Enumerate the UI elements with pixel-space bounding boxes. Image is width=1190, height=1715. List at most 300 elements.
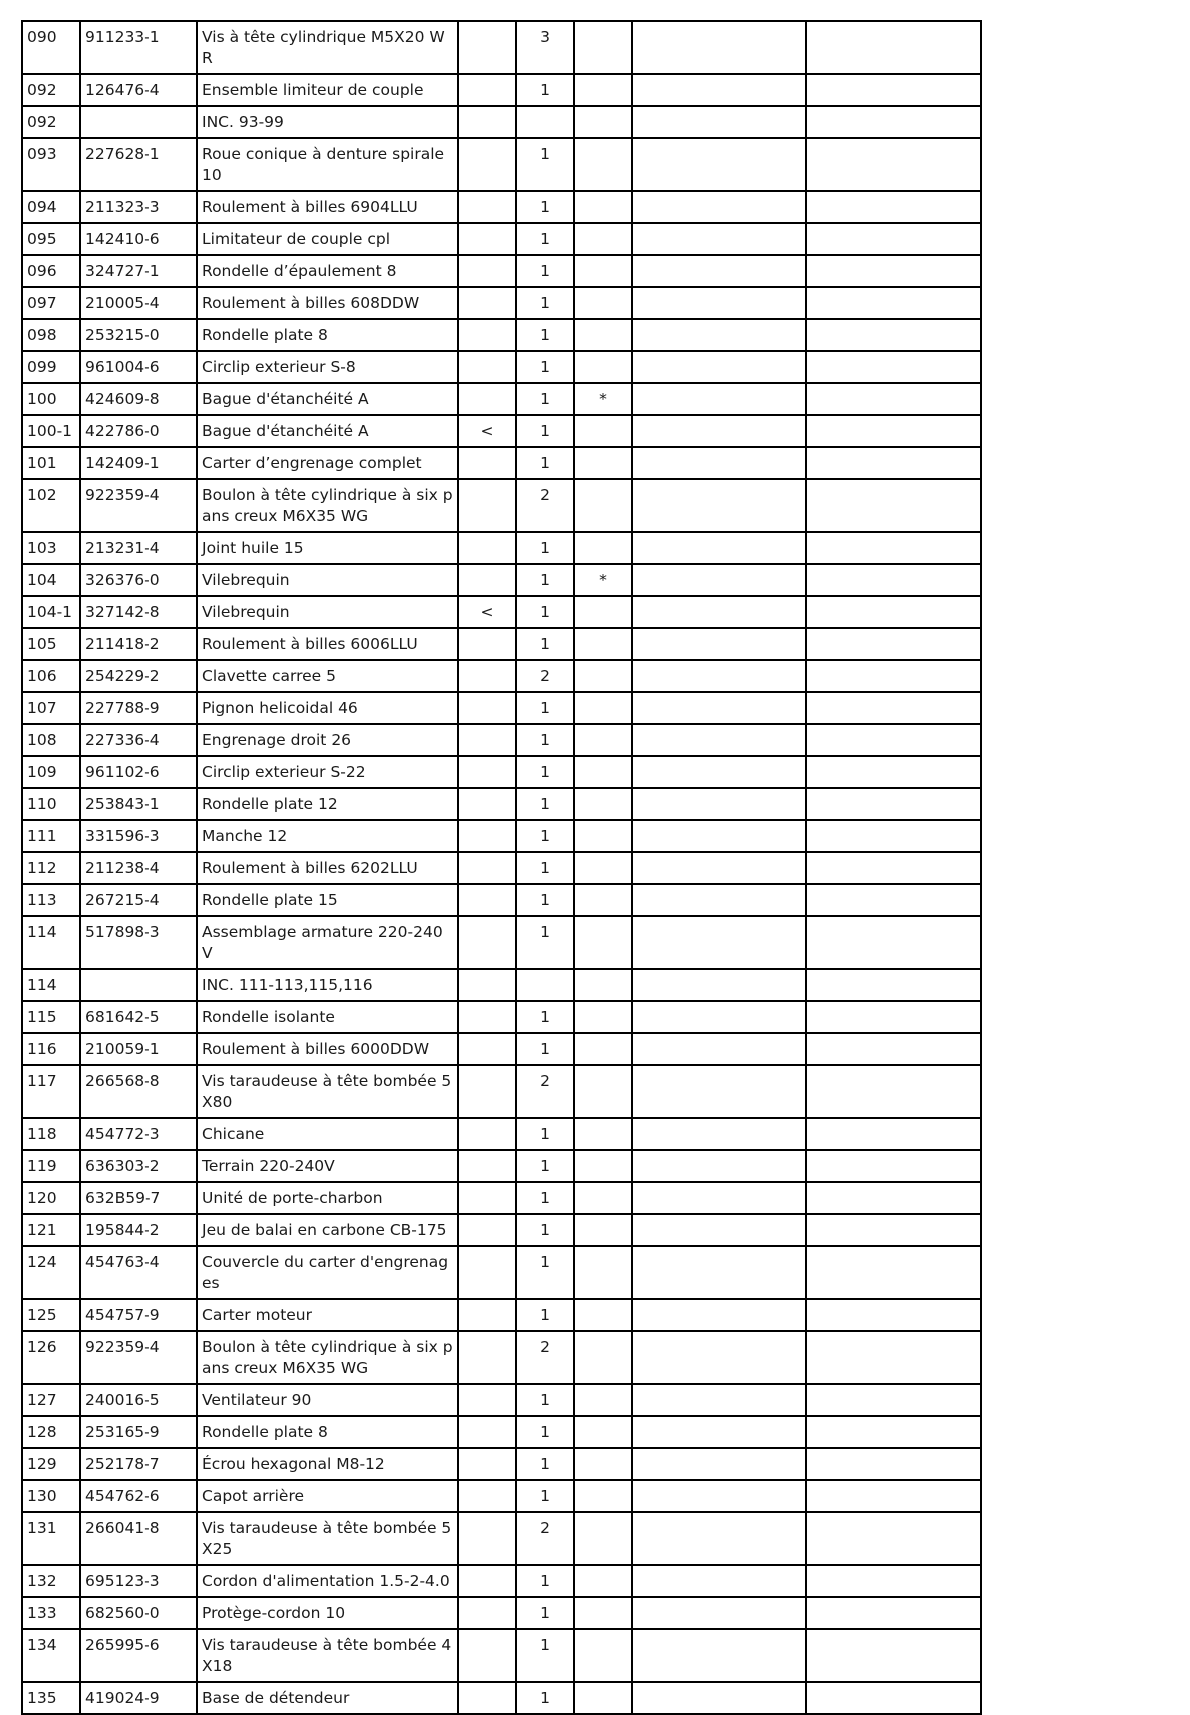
description-cell: Vilebrequin [197,564,458,596]
change-cell [458,1597,516,1629]
note-cell [806,74,981,106]
part-number-cell: 211238-4 [80,852,197,884]
note-cell [806,1416,981,1448]
part-number-cell: 961004-6 [80,351,197,383]
note-cell [632,724,806,756]
quantity-cell: 1 [516,1246,574,1299]
table-row [22,351,981,383]
change-cell [458,1150,516,1182]
change-cell [458,106,516,138]
item-number-cell: 126 [22,1331,80,1384]
mark-cell [574,820,632,852]
quantity-cell: 1 [516,1001,574,1033]
change-cell [458,692,516,724]
description-cell: Carter moteur [197,1299,458,1331]
quantity-cell: 2 [516,479,574,532]
mark-cell [574,1299,632,1331]
note-cell [806,1682,981,1714]
table-row [22,138,981,191]
note-cell [632,479,806,532]
mark-cell [574,1246,632,1299]
quantity-cell: 2 [516,1331,574,1384]
description-cell: Roulement à billes 6006LLU [197,628,458,660]
quantity-cell: 1 [516,1448,574,1480]
mark-cell [574,287,632,319]
description-cell: Vis taraudeuse à tête bombée 5X25 [197,1512,458,1565]
description-cell: Rondelle plate 12 [197,788,458,820]
change-cell [458,1331,516,1384]
part-number-cell: 922359-4 [80,1331,197,1384]
mark-cell [574,1384,632,1416]
mark-cell [574,191,632,223]
note-cell [806,1065,981,1118]
description-cell: Protège-cordon 10 [197,1597,458,1629]
table-row [22,628,981,660]
part-number-cell: 682560-0 [80,1597,197,1629]
mark-cell [574,223,632,255]
item-number-cell: 119 [22,1150,80,1182]
item-number-cell: 121 [22,1214,80,1246]
table-row [22,479,981,532]
mark-cell [574,1512,632,1565]
part-number-cell: 454763-4 [80,1246,197,1299]
note-cell [806,1384,981,1416]
change-cell [458,1246,516,1299]
change-cell [458,788,516,820]
table-row [22,1384,981,1416]
change-cell [458,1001,516,1033]
quantity-cell: 1 [516,852,574,884]
mark-cell [574,351,632,383]
description-cell: Chicane [197,1118,458,1150]
note-cell [806,106,981,138]
description-cell: Roulement à billes 6202LLU [197,852,458,884]
change-cell [458,319,516,351]
change-cell [458,1065,516,1118]
note-cell [806,1001,981,1033]
note-cell [806,969,981,1001]
note-cell [632,1416,806,1448]
mark-cell [574,660,632,692]
part-number-cell: 695123-3 [80,1565,197,1597]
quantity-cell: 1 [516,1629,574,1682]
part-number-cell: 142410-6 [80,223,197,255]
table-row [22,1565,981,1597]
table-row [22,1182,981,1214]
quantity-cell: 2 [516,1065,574,1118]
note-cell [806,351,981,383]
item-number-cell: 125 [22,1299,80,1331]
note-cell [632,223,806,255]
part-number-cell: 266041-8 [80,1512,197,1565]
part-number-cell: 253165-9 [80,1416,197,1448]
table-row [22,223,981,255]
description-cell: Rondelle plate 15 [197,884,458,916]
note-cell [632,1118,806,1150]
part-number-cell [80,969,197,1001]
mark-cell [574,1682,632,1714]
note-cell [632,74,806,106]
note-cell [806,788,981,820]
note-cell [632,255,806,287]
change-cell [458,1448,516,1480]
part-number-cell: 419024-9 [80,1682,197,1714]
note-cell [806,1118,981,1150]
part-number-cell: 227336-4 [80,724,197,756]
mark-cell [574,884,632,916]
table-row [22,1597,981,1629]
note-cell [632,447,806,479]
description-cell: Assemblage armature 220-240V [197,916,458,969]
note-cell [806,1565,981,1597]
mark-cell [574,1214,632,1246]
change-cell [458,1629,516,1682]
mark-cell [574,1182,632,1214]
item-number-cell: 095 [22,223,80,255]
note-cell [632,1331,806,1384]
mark-cell [574,106,632,138]
quantity-cell: 1 [516,223,574,255]
note-cell [806,1331,981,1384]
note-cell [806,532,981,564]
change-cell [458,916,516,969]
mark-cell [574,916,632,969]
part-number-cell: 267215-4 [80,884,197,916]
item-number-cell: 107 [22,692,80,724]
table-row [22,1033,981,1065]
description-cell: Rondelle isolante [197,1001,458,1033]
note-cell [806,1182,981,1214]
change-cell [458,74,516,106]
table-row [22,1214,981,1246]
parts-list-page [21,20,980,1715]
table-row [22,1246,981,1299]
item-number-cell: 099 [22,351,80,383]
note-cell [806,1597,981,1629]
table-row [22,1118,981,1150]
change-cell [458,724,516,756]
description-cell: Unité de porte-charbon [197,1182,458,1214]
description-cell: Roulement à billes 6904LLU [197,191,458,223]
mark-cell [574,1448,632,1480]
item-number-cell: 093 [22,138,80,191]
change-cell [458,1384,516,1416]
note-cell [806,756,981,788]
change-cell [458,1565,516,1597]
note-cell [632,916,806,969]
note-cell [632,852,806,884]
table-row [22,287,981,319]
part-number-cell: 142409-1 [80,447,197,479]
note-cell [806,479,981,532]
note-cell [806,1299,981,1331]
quantity-cell: 1 [516,1150,574,1182]
mark-cell [574,1565,632,1597]
quantity-cell: 1 [516,415,574,447]
description-cell: Pignon helicoidal 46 [197,692,458,724]
quantity-cell [516,106,574,138]
note-cell [806,1033,981,1065]
change-cell [458,1416,516,1448]
note-cell [806,1480,981,1512]
description-cell: Jeu de balai en carbone CB-175 [197,1214,458,1246]
item-number-cell: 130 [22,1480,80,1512]
item-number-cell: 094 [22,191,80,223]
part-number-cell: 454757-9 [80,1299,197,1331]
item-number-cell: 098 [22,319,80,351]
note-cell [632,969,806,1001]
note-cell [632,756,806,788]
note-cell [806,660,981,692]
table-row [22,1682,981,1714]
mark-cell [574,1416,632,1448]
quantity-cell: 1 [516,820,574,852]
note-cell [632,106,806,138]
quantity-cell: 1 [516,351,574,383]
quantity-cell: 1 [516,916,574,969]
description-cell: Boulon à tête cylindrique à six pans creux M6X35 WG [197,479,458,532]
quantity-cell [516,969,574,1001]
item-number-cell: 104-1 [22,596,80,628]
note-cell [632,1682,806,1714]
quantity-cell: 1 [516,1384,574,1416]
mark-cell [574,255,632,287]
description-cell: Clavette carree 5 [197,660,458,692]
table-row [22,383,981,415]
mark-cell [574,788,632,820]
item-number-cell: 112 [22,852,80,884]
item-number-cell: 092 [22,106,80,138]
table-row [22,916,981,969]
item-number-cell: 106 [22,660,80,692]
description-cell: Roulement à billes 6000DDW [197,1033,458,1065]
part-number-cell: 227788-9 [80,692,197,724]
change-cell [458,564,516,596]
note-cell [806,1214,981,1246]
table-row [22,756,981,788]
description-cell: Circlip exterieur S-22 [197,756,458,788]
note-cell [806,916,981,969]
quantity-cell: 1 [516,447,574,479]
item-number-cell: 100-1 [22,415,80,447]
table-row [22,969,981,1001]
quantity-cell: 1 [516,1480,574,1512]
note-cell [632,1384,806,1416]
item-number-cell: 114 [22,969,80,1001]
table-row [22,415,981,447]
part-number-cell: 326376-0 [80,564,197,596]
note-cell [632,138,806,191]
note-cell [806,415,981,447]
change-cell [458,21,516,74]
table-row [22,191,981,223]
item-number-cell: 118 [22,1118,80,1150]
note-cell [806,383,981,415]
note-cell [632,383,806,415]
note-cell [632,1150,806,1182]
part-number-cell [80,106,197,138]
item-number-cell: 113 [22,884,80,916]
table-row [22,319,981,351]
item-number-cell: 111 [22,820,80,852]
change-cell [458,532,516,564]
quantity-cell: 1 [516,1416,574,1448]
change-cell [458,852,516,884]
note-cell [806,1150,981,1182]
mark-cell [574,1480,632,1512]
quantity-cell: 1 [516,255,574,287]
quantity-cell: 1 [516,383,574,415]
mark-cell [574,415,632,447]
table-row [22,660,981,692]
part-number-cell: 253215-0 [80,319,197,351]
description-cell: Rondelle plate 8 [197,1416,458,1448]
note-cell [632,628,806,660]
table-row [22,106,981,138]
quantity-cell: 1 [516,74,574,106]
part-number-cell: 922359-4 [80,479,197,532]
quantity-cell: 1 [516,596,574,628]
quantity-cell: 2 [516,1512,574,1565]
quantity-cell: 1 [516,138,574,191]
note-cell [632,884,806,916]
table-row [22,596,981,628]
description-cell: Vilebrequin [197,596,458,628]
mark-cell [574,1065,632,1118]
description-cell: Bague d'étanchéité A [197,415,458,447]
note-cell [632,1512,806,1565]
change-cell [458,191,516,223]
note-cell [632,820,806,852]
description-cell: Rondelle d’épaulement 8 [197,255,458,287]
note-cell [632,351,806,383]
quantity-cell: 1 [516,564,574,596]
item-number-cell: 135 [22,1682,80,1714]
table-row [22,564,981,596]
change-cell [458,223,516,255]
table-row [22,532,981,564]
quantity-cell: 1 [516,1033,574,1065]
change-cell [458,628,516,660]
note-cell [806,596,981,628]
mark-cell [574,1629,632,1682]
table-row [22,724,981,756]
quantity-cell: 1 [516,1682,574,1714]
item-number-cell: 134 [22,1629,80,1682]
item-number-cell: 108 [22,724,80,756]
mark-cell [574,1033,632,1065]
item-number-cell: 120 [22,1182,80,1214]
item-number-cell: 132 [22,1565,80,1597]
part-number-cell: 254229-2 [80,660,197,692]
quantity-cell: 1 [516,788,574,820]
part-number-cell: 454772-3 [80,1118,197,1150]
description-cell: Ventilateur 90 [197,1384,458,1416]
quantity-cell: 2 [516,660,574,692]
note-cell [632,1565,806,1597]
note-cell [806,820,981,852]
description-cell: Capot arrière [197,1480,458,1512]
change-cell [458,287,516,319]
part-number-cell: 681642-5 [80,1001,197,1033]
part-number-cell: 517898-3 [80,916,197,969]
quantity-cell: 1 [516,1118,574,1150]
note-cell [632,692,806,724]
part-number-cell: 210005-4 [80,287,197,319]
change-cell [458,479,516,532]
description-cell: Carter d’engrenage complet [197,447,458,479]
note-cell [806,1246,981,1299]
change-cell [458,138,516,191]
quantity-cell: 1 [516,756,574,788]
note-cell [632,660,806,692]
item-number-cell: 133 [22,1597,80,1629]
part-number-cell: 227628-1 [80,138,197,191]
note-cell [632,1001,806,1033]
description-cell: INC. 93-99 [197,106,458,138]
note-cell [632,415,806,447]
mark-cell [574,596,632,628]
description-cell: Circlip exterieur S-8 [197,351,458,383]
quantity-cell: 1 [516,532,574,564]
part-number-cell: 211418-2 [80,628,197,660]
mark-cell [574,319,632,351]
note-cell [806,255,981,287]
note-cell [806,21,981,74]
note-cell [806,852,981,884]
item-number-cell: 124 [22,1246,80,1299]
change-cell [458,1214,516,1246]
item-number-cell: 104 [22,564,80,596]
description-cell: Cordon d'alimentation 1.5-2-4.0 [197,1565,458,1597]
mark-cell [574,74,632,106]
part-number-cell: 911233-1 [80,21,197,74]
mark-cell [574,692,632,724]
description-cell: Terrain 220-240V [197,1150,458,1182]
item-number-cell: 131 [22,1512,80,1565]
item-number-cell: 097 [22,287,80,319]
description-cell: Bague d'étanchéité A [197,383,458,415]
description-cell: Limitateur de couple cpl [197,223,458,255]
item-number-cell: 090 [22,21,80,74]
table-row [22,884,981,916]
note-cell [632,1065,806,1118]
item-number-cell: 101 [22,447,80,479]
table-row [22,1065,981,1118]
quantity-cell: 1 [516,628,574,660]
part-number-cell: 454762-6 [80,1480,197,1512]
description-cell: Engrenage droit 26 [197,724,458,756]
note-cell [632,1214,806,1246]
quantity-cell: 1 [516,1182,574,1214]
change-cell [458,383,516,415]
item-number-cell: 114 [22,916,80,969]
table-row [22,820,981,852]
note-cell [806,1512,981,1565]
parts-table-body [22,21,981,1714]
note-cell [806,191,981,223]
item-number-cell: 127 [22,1384,80,1416]
note-cell [632,532,806,564]
change-cell [458,1512,516,1565]
note-cell [632,319,806,351]
table-row [22,1480,981,1512]
mark-cell [574,1118,632,1150]
change-cell [458,1118,516,1150]
table-row [22,1001,981,1033]
part-number-cell: 240016-5 [80,1384,197,1416]
table-row [22,788,981,820]
